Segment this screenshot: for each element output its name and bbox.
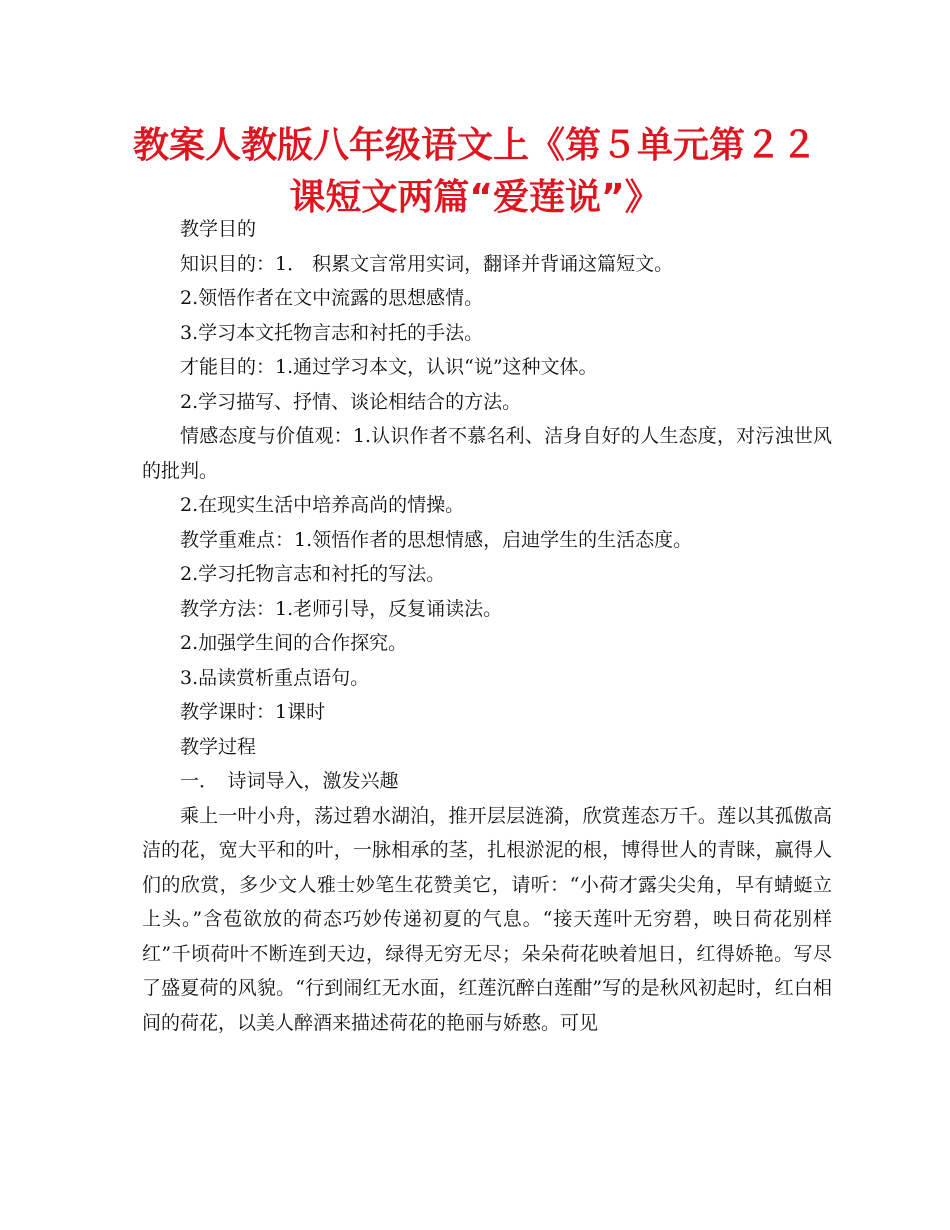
paragraph-class-hours: 教学课时：1课时 [180, 701, 326, 723]
paragraph-ability-goal-1: 才能目的：1.通过学习本文，认识“说”这种文体。 [180, 356, 598, 378]
document-body [142, 212, 832, 1040]
paragraph-method-2: 2.加强学生间的合作探究。 [180, 632, 408, 654]
title-line-1: 教案人教版八年级语文上《第５单元第２２ [132, 125, 817, 166]
title-line-2: 课短文两篇“爱莲说”》 [289, 177, 661, 218]
paragraph-key-difficulty-2: 2.学习托物言志和衬托的写法。 [180, 563, 446, 585]
paragraph-method-1: 教学方法：1.老师引导，反复诵读法。 [180, 597, 503, 620]
paragraph-ability-goal-2: 2.学习描写、抒情、谈论相结合的方法。 [180, 390, 522, 413]
paragraph-knowledge-goal-2: 2.领悟作者在文中流露的思想感情。 [180, 287, 484, 309]
paragraph-emotion-goal-1: 情感态度与价值观：1.认识作者不慕名利、洁身自好的人生态度，对污浊世风的批判。 [142, 425, 832, 482]
paragraph-teaching-goals: 教学目的 [180, 218, 257, 240]
paragraph-knowledge-goal-1: 知识目的：1． 积累文言常用实词，翻译并背诵这篇短文。 [180, 252, 674, 275]
document-title [120, 120, 830, 224]
paragraph-teaching-process: 教学过程 [180, 735, 257, 758]
paragraph-section-one-heading: 一． 诗词导入，激发兴趣 [180, 770, 399, 792]
paragraph-intro-text: 乘上一叶小舟，荡过碧水湖泊，推开层层涟漪，欣赏莲态万千。莲以其孤傲高洁的花，宽大平和的叶，一脉相承的茎，扎根淤泥的根，博得世人的青睐，赢得人们的欣赏，多少文人雅士妙笔生花赞美它，请听：“小荷才露尖尖角，早有蜻蜓立上头。”含苞欲放的荷态巧妙传递初夏的气息。“接天莲叶无穷碧，映日荷花别样红”千顷荷叶不断连到天边，绿得无穷无尽；朵朵荷花映着旭日，红得娇艳。写尽了盛夏荷的风貌。“行到闹红无水面，红莲沉醉白莲酣”写的是秋风初起时，红白相间的荷花，以美人醉酒来描述荷花的艳丽与娇憨。可见 [142, 804, 832, 1034]
paragraph-method-3: 3.品读赏析重点语句。 [180, 666, 370, 689]
paragraph-key-difficulty-1: 教学重难点：1.领悟作者的思想情感，启迪学生的生活态度。 [180, 528, 693, 551]
paragraph-knowledge-goal-3: 3.学习本文托物言志和衬托的手法。 [180, 321, 484, 344]
paragraph-emotion-goal-2: 2.在现实生活中培养高尚的情操。 [180, 494, 465, 516]
